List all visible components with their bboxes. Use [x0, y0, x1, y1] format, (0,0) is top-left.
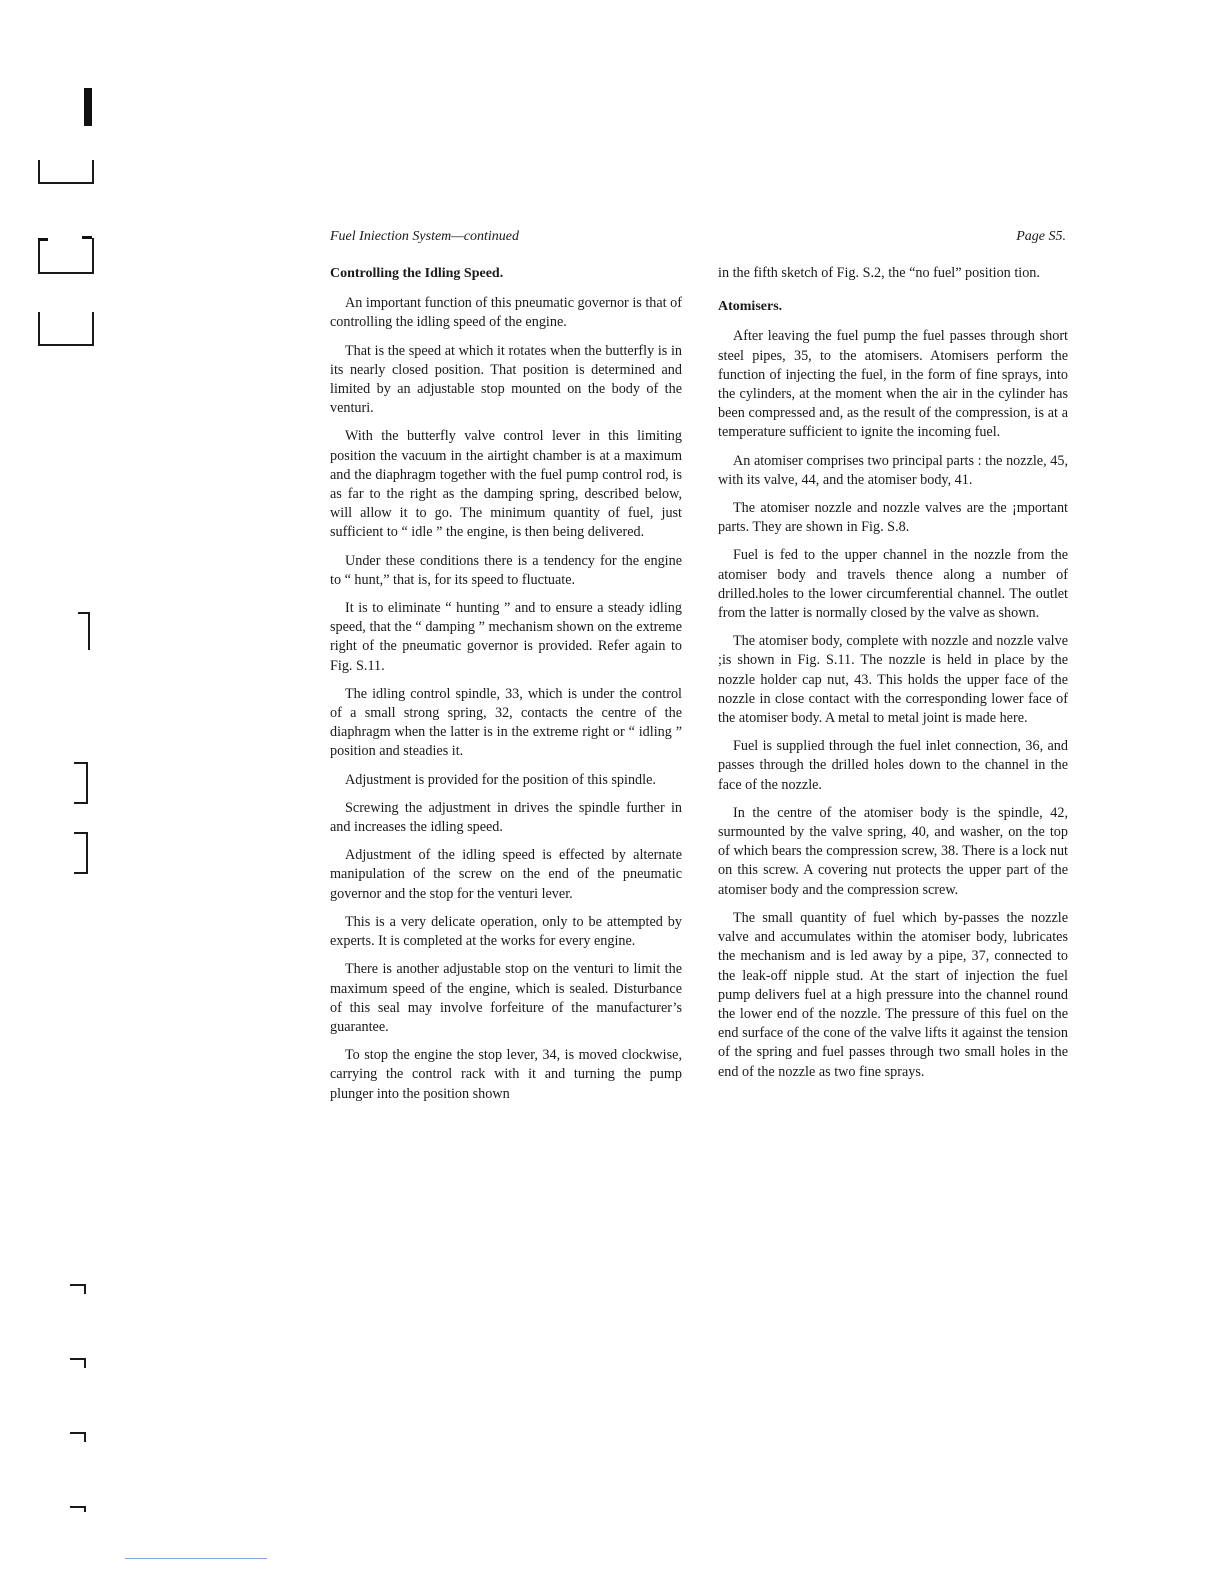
paragraph: An important function of this pneumatic governor is that of controlling the idling speed of the engine. [330, 295, 682, 331]
margin-bracket-4 [78, 612, 90, 650]
paragraph: Screwing the adjustment in drives the spindle further in and increases the idling speed. [330, 799, 682, 836]
margin-hook-3 [70, 1432, 86, 1442]
section-heading-atomisers: Atomisers. [718, 299, 783, 315]
paragraph: The atomiser body, complete with nozzle and nozzle valve ;is shown in Fig. S.11. The nozzle is held in place by the nozzle holder cap nut, 43. This holds the upper face of the nozzle in close contact with the corresponding lower face of the atomiser body. A metal to metal joint is made here. [718, 633, 1068, 727]
margin-hook-2 [70, 1358, 86, 1368]
paragraph: The small quantity of fuel which by-passes the nozzle valve and accumulates within the atomiser body, lubricates the mechanism and is led away by a pipe, 37, connected to the leak-off nipple stud. At the start of injection the fuel pump delivers fuel at a high pressure into the channel round the lower end of the nozzle. The pressure of this fuel on the end surface of the cone of the valve lifts it against the tension of the spring and fuel passes through two small holes in the end of the nozzle as two fine sprays. [718, 909, 1068, 1080]
section-heading-idling: Controlling the Idling Speed. [330, 266, 504, 281]
paragraph-continuation: in the fifth sketch of Fig. S.2, the “no fuel” position tion. [718, 265, 1040, 281]
paragraph: It is to eliminate “ hunting ” and to ensure a steady idling speed, that the “ damping ” mechanism shown on the extreme right of the pneumatic governor is provided. Refer again to Fig. S.11. [330, 600, 682, 674]
paragraph: After leaving the fuel pump the fuel passes through short steel pipes, 35, to the atomisers. Atomisers perform the function of injecting the fuel, in the form of fine sprays, into the cylinders, at the moment when the air in the cylinder has been compressed and, as the result of the compression, is at a temperature sufficient to ignite the incoming fuel. [718, 328, 1068, 441]
binding-mark-top [84, 88, 92, 126]
paragraph: The idling control spindle, 33, which is under the control of a small strong spring, 32, contacts the centre of the diaphragm when the latter is in the extreme right or “ idling ” position and steadies it. [330, 685, 682, 760]
margin-bracket-6 [74, 832, 88, 874]
page-number: Page S5. [1016, 229, 1066, 244]
margin-bracket-5 [74, 762, 88, 804]
paragraph: Adjustment is provided for the position of this spindle. [345, 771, 656, 788]
paragraph: In the centre of the atomiser body is the spindle, 42, surmounted by the valve spring, 40, and washer, on the top of which bears the compression screw, 38. There is a lock nut on this screw. A covering nut protects the upper part of the atomiser body and the compression screw. [718, 804, 1068, 898]
paragraph: Fuel is fed to the upper channel in the nozzle from the atomiser body and travels thence along a number of drilled.holes to the lower circumferential channel. The outlet from the latter is normally closed by the valve as shown. [718, 547, 1068, 622]
paragraph: The atomiser nozzle and nozzle valves are the ¡mportant parts. They are shown in Fig. S.8. [718, 500, 1068, 536]
margin-hook-1 [70, 1284, 86, 1294]
paragraph: To stop the engine the stop lever, 34, is moved clockwise, carrying the control rack with it and turning the pump plunger into the position shown [330, 1047, 682, 1102]
margin-tick-2 [38, 238, 48, 241]
paragraph: With the butterfly valve control lever in this limiting position the vacuum in the airtight chamber is at a maximum and the diaphragm together with the fuel pump control rod, is as far to the right as the damping spring, described below, will allow it to go. The minimum quantity of fuel, just sufficient to “ idle ” the engine, is then being delivered. [330, 428, 682, 541]
running-title: Fuel Iniection System—continued [330, 229, 519, 244]
footer-rule [125, 1558, 267, 1559]
paragraph: Adjustment of the idling speed is effected by alternate manipulation of the screw on the end of the pneumatic governor and the stop for the venturi lever. [330, 847, 682, 902]
margin-bracket-3 [38, 312, 94, 346]
right-column [718, 264, 1068, 1091]
margin-bracket-2 [38, 238, 94, 274]
paragraph: There is another adjustable stop on the venturi to limit the maximum speed of the engine, which is sealed. Disturbance of this seal may involve forfeiture of the manufacturer’s guarantee. [330, 961, 682, 1035]
paragraph: This is a very delicate operation, only to be attempted by experts. It is completed at the works for every engine. [330, 913, 682, 950]
margin-tick-2b [82, 236, 92, 239]
paragraph: An atomiser comprises two principal parts : the nozzle, 45, with its valve, 44, and the atomiser body, 41. [718, 452, 1068, 488]
paragraph: Under these conditions there is a tendency for the engine to “ hunt,” that is, for its speed to fluctuate. [330, 552, 682, 588]
left-column [330, 264, 682, 1113]
paragraph: Fuel is supplied through the fuel inlet connection, 36, and passes through the drilled holes down to the channel in the face of the nozzle. [718, 738, 1068, 793]
paragraph: That is the speed at which it rotates when the butterfly is in its nearly closed position. That position is determined and limited by an adjustable stop mounted on the body of the venturi. [330, 342, 682, 417]
margin-hook-4 [70, 1506, 86, 1512]
margin-bracket-1 [38, 160, 94, 184]
